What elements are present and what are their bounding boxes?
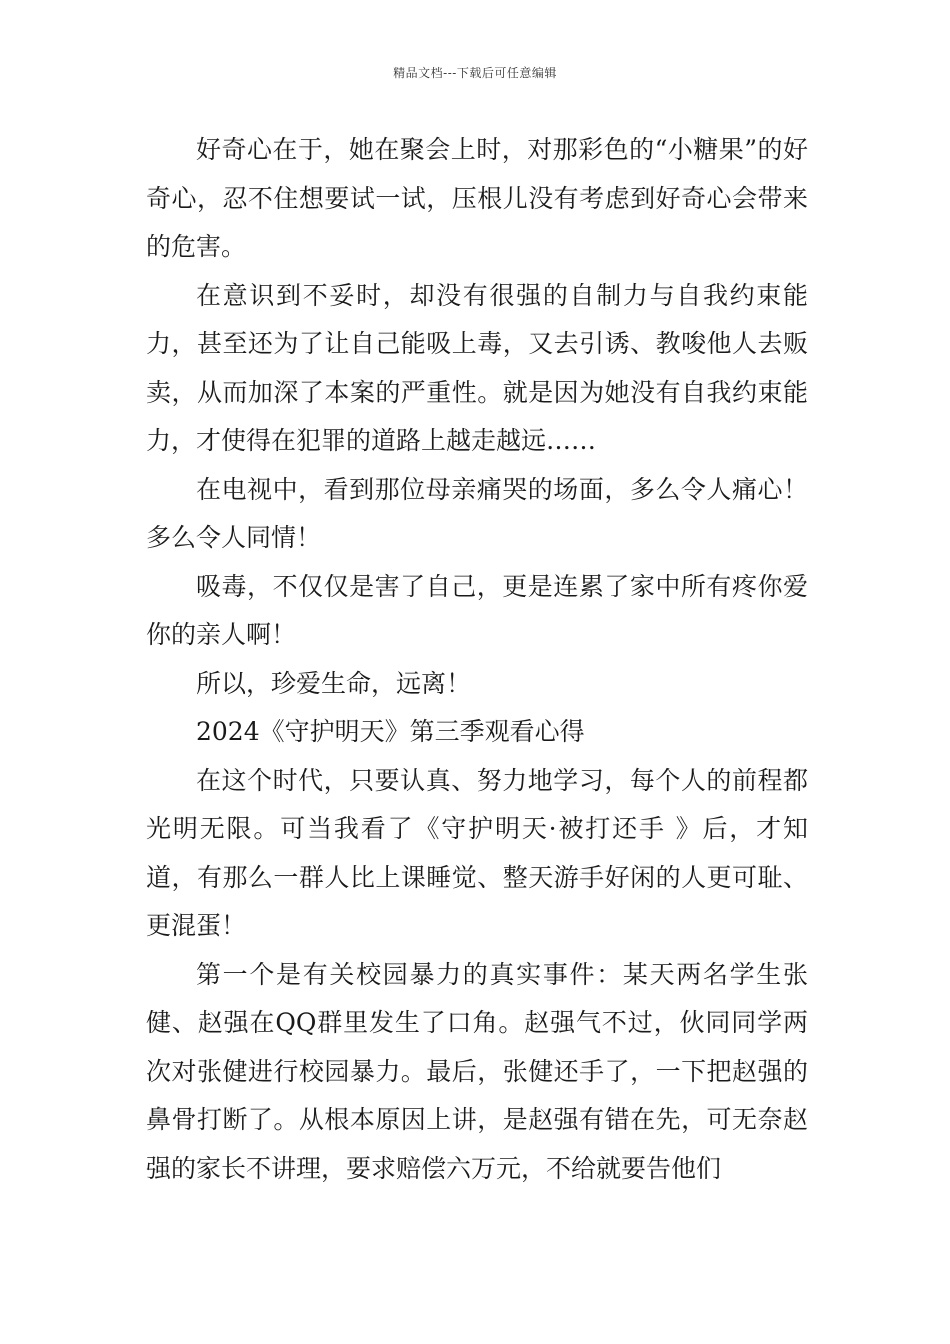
- paragraph-mother: 在电视中，看到那位母亲痛哭的场面，多么令人痛心！多么令人同情！: [146, 474, 808, 552]
- paragraph-family: 吸毒，不仅仅是害了自己，更是连累了家中所有疼你爱你的亲人啊！: [146, 571, 808, 649]
- paragraph-school-violence: 第一个是有关校园暴力的真实事件：某天两名学生张健、赵强在QQ群里发生了口角。赵强气不过，伙同同学两次对张健进行校园暴力。最后，张健还手了，一下把赵强的鼻骨打断了。从根本原因上讲，是赵强有错在先，可无奈赵强的家长不讲理，要求赔偿六万元，不给就要告他们: [146, 959, 808, 1183]
- page-header: 精品文档---下载后可任意编辑: [393, 66, 557, 80]
- paragraph-self-control: 在意识到不妥时，却没有很强的自制力与自我约束能力，甚至还为了让自己能吸上毒，又去引诱、教唆他人去贩卖，从而加深了本案的严重性。就是因为她没有自我约束能力，才使得在犯罪的道路上越走越远……: [146, 280, 808, 455]
- paragraph-cherish-life: 所以，珍爱生命，远离！: [196, 668, 472, 698]
- paragraph-curiosity: 好奇心在于，她在聚会上时，对那彩色的“小糖果”的好奇心，忍不住想要试一试，压根儿没有考虑到好奇心会带来的危害。: [146, 135, 808, 261]
- section-title: 2024《守护明天》第三季观看心得: [196, 717, 585, 746]
- document-body: [146, 126, 808, 1193]
- paragraph-era: 在这个时代，只要认真、努力地学习，每个人的前程都光明无限。可当我看了《守护明天·被打还手 》后，才知道，有那么一群人比上课睡觉、整天游手好闲的人更可耻、更混蛋！: [146, 765, 808, 940]
